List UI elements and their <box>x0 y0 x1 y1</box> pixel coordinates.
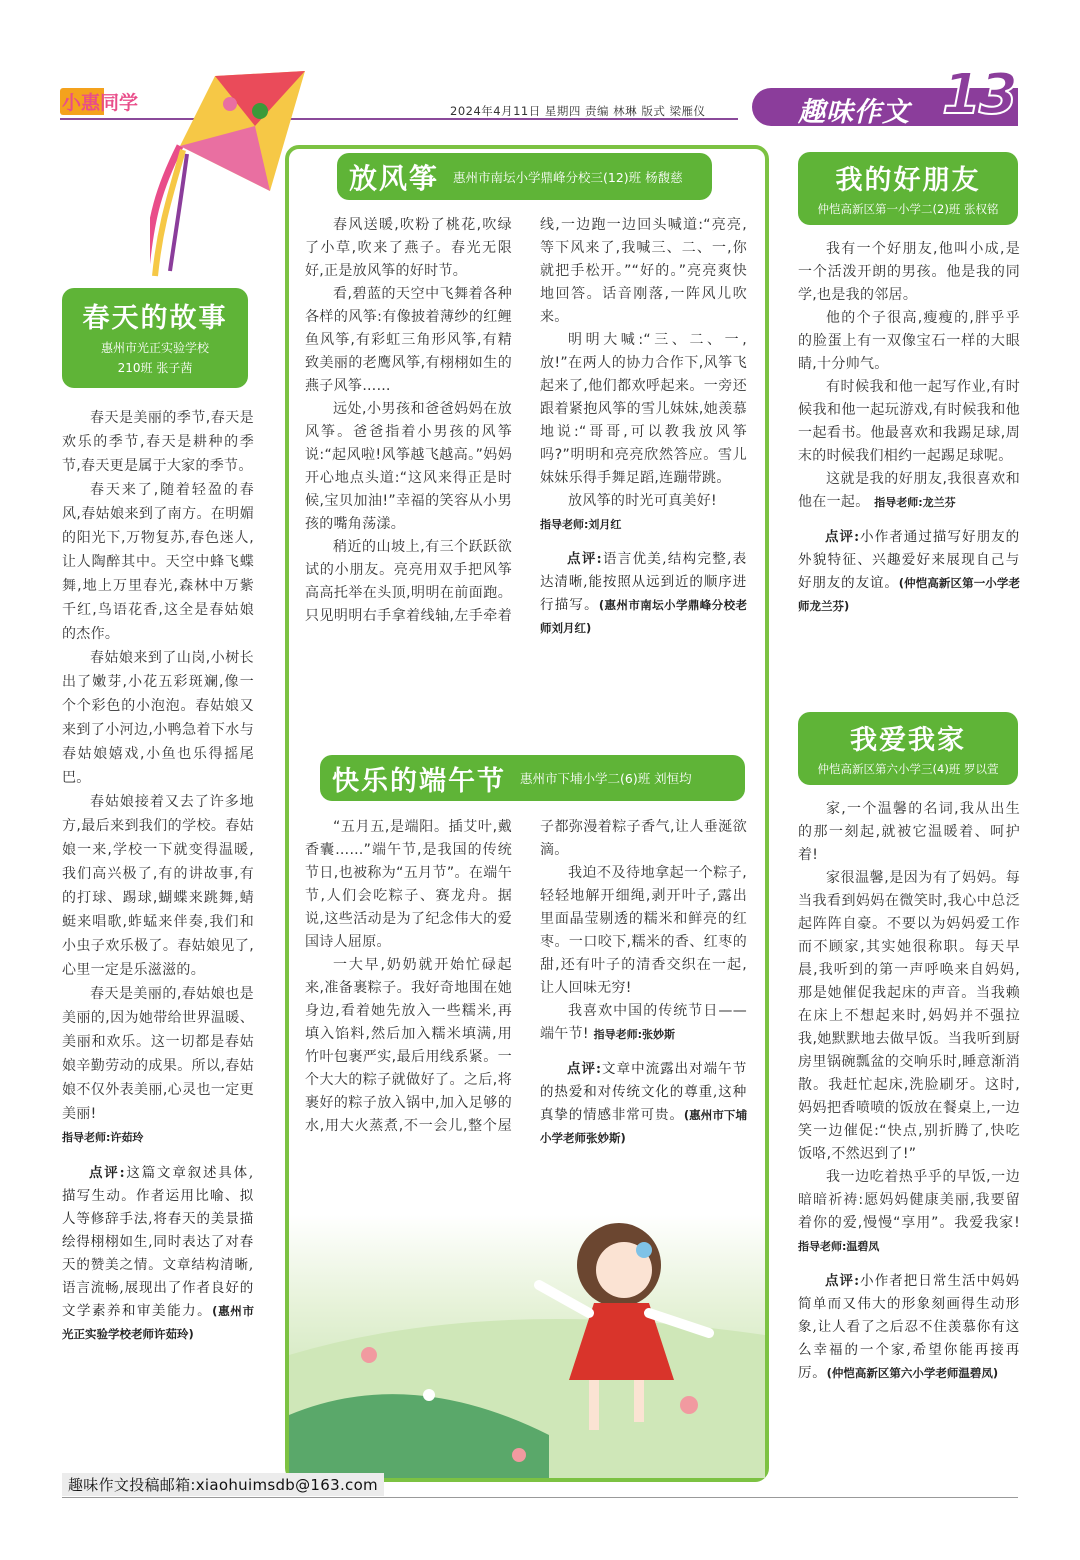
paragraph: 春天来了,随着轻盈的春风,春姑娘来到了南方。在明媚的阳光下,万物复苏,春色迷人,让人陶醉其中。天空中蜂飞蝶舞,地上万里春光,森林中万紫千红,鸟语花香,这全是春姑娘的杰作。 <box>62 482 254 642</box>
paragraph-text: 我一边吃着热乎乎的早饭,一边暗暗祈祷:愿妈妈健康美丽,我要留着你的爱,慢慢“享用”。我爱我家! <box>798 1169 1020 1231</box>
paragraph-text: 我喜欢中国的传统节日——端午节! <box>540 1003 747 1042</box>
paragraph: 看,碧蓝的天空中飞舞着各种各样的风筝:有像披着薄纱的红鲤鱼风筝,有彩虹三角形风筝,有精致美丽的老鹰风筝,有栩栩如生的燕子风筝…… <box>305 286 512 394</box>
left-article-title-box <box>62 288 248 388</box>
paragraph: 春风送暖,吹粉了桃花,吹绿了小草,吹来了燕子。春光无限好,正是放风筝的好时节。 <box>305 217 512 279</box>
dragon-article-title-box <box>320 755 745 801</box>
friend-article-body <box>798 238 1020 618</box>
paragraph: “五月五,是端阳。插艾叶,戴香囊……”端午节,是我国的传统节日,也被称为“五月节”。在端午节,人们会吃粽子、赛龙舟。据说,这些活动是为了纪念伟大的爱国诗人屈原。 <box>305 819 512 950</box>
paragraph: 明明大喊:“三、二、一,放!”在两人的协力合作下,风筝飞起来了,他们都欢呼起来。一旁还跟着紧抱风筝的雪儿妹妹,她羡慕地说:“哥哥,可以教我放风筝吗?”明明和亮亮欣然答应。雪儿妹妹乐得手舞足蹈,连蹦带跳。 <box>540 332 747 486</box>
comment-text: 语言优美,结构完整,表达清晰,能按照从远到近的顺序进行描写。 <box>540 551 747 613</box>
article-byline: 仲恺高新区第六小学三(4)班 罗以萱 <box>817 762 999 776</box>
comment <box>62 1162 254 1346</box>
girl-meadow-illustration <box>289 1215 765 1478</box>
article-title: 春天的故事 <box>82 303 228 334</box>
article-byline: 仲恺高新区第一小学二(2)班 张权铭 <box>817 202 999 216</box>
page-number: 13 <box>942 62 1016 127</box>
section-title: 趣味作文 <box>798 97 910 128</box>
article-title: 放风筝 <box>349 161 440 195</box>
publication-logo: 小惠同学 <box>60 88 138 115</box>
comment <box>540 1058 747 1150</box>
comment <box>798 1270 1020 1385</box>
teacher-credit: 指导老师:刘月红 <box>540 518 622 531</box>
article-school: 惠州市光正实验学校 <box>100 341 209 355</box>
paragraph: 春天是美丽的,春姑娘也是美丽的,因为她带给世界温暖、美丽和欢乐。这一切都是春姑娘辛勤劳动的成果。所以,春姑娘不仅外表美丽,心灵也一定更美丽! <box>62 986 254 1122</box>
paragraph: 春姑娘接着又去了许多地方,最后来到我们的学校。春姑娘一来,学校一下就变得温暖,我们高兴极了,有的讲故事,有的打球、踢球,蝴蝶来跳舞,蜻蜓来唱歌,蚱蜢来伴奏,我们和小虫子欢乐极了。春姑娘见了,心里一定是乐滋滋的。 <box>62 794 254 978</box>
comment-text: 这篇文章叙述具体,描写生动。作者运用比喻、拟人等修辞手法,将春天的美景描绘得栩栩如生,同时表达了对春天的赞美之情。文章结构清晰,语言流畅,展现出了作者良好的文学素养和审美能力。 <box>62 1165 254 1319</box>
left-article-body <box>62 406 254 1346</box>
paragraph: 远处,小男孩和爸爸妈妈在放风筝。爸爸指着小男孩的风筝说:“起风啦!风筝越飞越高。”妈妈开心地点头道:“这风来得正是时候,宝贝加油!”幸福的笑容从小男孩的嘴角荡漾。 <box>305 401 512 532</box>
submission-email: 趣味作文投稿邮箱:xiaohuimsdb@163.com <box>62 1473 384 1496</box>
paragraph: 春姑娘来到了山岗,小树长出了嫩芽,小花五彩斑斓,像一个个彩色的小泡泡。春姑娘又来到了小河边,小鸭急着下水与春姑娘嬉戏,小鱼也乐得摇尾巴。 <box>62 650 254 786</box>
comment-text: 文章中流露出对端午节的热爱和对传统文化的尊重,这种真挚的情感非常可贵。 <box>540 1061 748 1123</box>
paragraph: 放风筝的时光可真美好! <box>568 493 717 509</box>
comment-label: 点评: <box>567 551 603 567</box>
article-author: 210班 张子茜 <box>117 361 193 375</box>
paragraph: 我迫不及待地拿起一个粽子,轻轻地解开细绳,剥开叶子,露出里面晶莹剔透的糯米和鲜亮的红枣。一口咬下,糯米的香、红枣的甜,还有叶子的清香交织在一起,让人回味无穷! <box>540 865 747 996</box>
comment-source: (惠州市南坛小学鼎峰分校老师刘月红) <box>540 598 747 635</box>
kite-article-body <box>305 214 747 640</box>
comment <box>540 548 747 640</box>
paragraph: 春天是美丽的季节,春天是欢乐的季节,春天是耕种的季节,春天更是属于大家的季节。 <box>62 410 254 474</box>
teacher-credit: 指导老师:许茹玲 <box>62 1131 144 1144</box>
comment-text: 小作者通过描写好朋友的外貌特征、兴趣爱好来展现自己与好朋友的友谊。 <box>798 529 1020 591</box>
paragraph: 家,一个温馨的名词,我从出生的那一刻起,就被它温暖着、呵护着! <box>798 801 1020 863</box>
teacher-credit: 指导老师:温碧凤 <box>798 1240 880 1253</box>
paragraph: 家很温馨,是因为有了妈妈。每当我看到妈妈在微笑时,我心中总泛起阵阵自豪。不要以为妈妈爱工作而不顾家,其实她很称职。每天早晨,我听到的第一声呼唤来自妈妈,那是她催促我起床的声音。当我赖在床上不想起来时,妈妈并不强拉我,她默默地去做早饭。当我听到厨房里锅碗瓢盆的交响乐时,睡意渐消散。我赶忙起床,洗脸刷牙。这时,妈妈把香喷喷的饭放在餐桌上,一边笑一边催促:“快点,别折腾了,快吃饭咯,不然迟到了!” <box>798 870 1020 1162</box>
friend-article-title-box <box>798 152 1018 225</box>
kite-article-title-box <box>337 153 712 200</box>
teacher-credit: 指导老师:张妙斯 <box>593 1028 675 1041</box>
article-byline: 惠州市南坛小学鼎峰分校三(12)班 杨馥慈 <box>453 169 683 185</box>
home-article-title-box <box>798 712 1018 785</box>
comment-source: (惠州市光正实验学校老师许茹玲) <box>62 1304 254 1341</box>
teacher-credit: 指导老师:龙兰芬 <box>874 496 956 509</box>
article-title: 快乐的端午节 <box>332 765 506 797</box>
comment-source: (仲恺高新区第一小学老师龙兰芬) <box>798 576 1020 613</box>
paragraph-text: 这就是我的好朋友,我很喜欢和他在一起。 <box>798 471 1020 510</box>
paragraph <box>798 468 1020 514</box>
comment-label: 点评: <box>825 1273 860 1289</box>
paragraph <box>540 1000 747 1046</box>
paragraph: 一大早,奶奶就开始忙碌起来,准备裹粽子。我好奇地围在她身边,看着她先放入一些糯米,再填入馅料,然后加入糯米填满,用竹叶包裹严实,最后用线系紧。一个大大的粽子就做好了。之后,将裹好的粽子放入锅中,加入足够的水,用大火蒸煮,不一会儿,整个屋子都弥漫着粽子香气,让人垂涎欲滴。 <box>305 819 747 1134</box>
comment-text: 小作者把日常生活中妈妈简单而又伟大的形象刻画得生动形象,让人看了之后忍不住羡慕你有这么幸福的一个家,希望你能再接再厉。 <box>798 1273 1020 1381</box>
comment-source: (仲恺高新区第六小学老师温碧凤) <box>826 1366 999 1380</box>
comment-label: 点评: <box>825 529 860 545</box>
comment-label: 点评: <box>567 1061 602 1077</box>
comment <box>798 526 1020 618</box>
paragraph: 我有一个好朋友,他叫小成,是一个活泼开朗的男孩。他是我的同学,也是我的邻居。 <box>798 241 1020 303</box>
comment-source: (惠州市下埔小学老师张妙斯) <box>540 1108 747 1145</box>
paragraph: 他的个子很高,瘦瘦的,胖乎乎的脸蛋上有一双像宝石一样的大眼睛,十分帅气。 <box>798 310 1020 372</box>
footer-rule <box>62 1497 1018 1498</box>
dragon-article-body <box>305 816 747 1150</box>
article-title: 我的好朋友 <box>835 165 981 196</box>
date-line: 2024年4月11日 星期四 责编 林琳 版式 梁雁仪 <box>450 104 706 118</box>
article-byline: 惠州市下埔小学二(6)班 刘恒均 <box>520 771 692 786</box>
article-title: 我爱我家 <box>850 725 966 756</box>
paragraph: 有时候我和他一起写作业,有时候我和他一起玩游戏,有时候我和他一起看书。他最喜欢和我踢足球,周末的时候我们相约一起踢足球呢。 <box>798 379 1020 464</box>
home-article-body <box>798 798 1020 1385</box>
comment-label: 点评: <box>89 1165 126 1181</box>
paragraph: 稍近的山坡上,有三个跃跃欲试的小朋友。亮亮用双手把风筝高高托举在头顶,明明在前面跑。只见明明右手拿着线轴,左手牵着线,一边跑一边回头喊道:“亮亮,等下风来了,我喊三、二、一,你就把手松开。”“好的。”亮亮爽快地回答。话音刚落,一阵风儿吹来。 <box>305 217 747 624</box>
paragraph <box>798 1166 1020 1258</box>
